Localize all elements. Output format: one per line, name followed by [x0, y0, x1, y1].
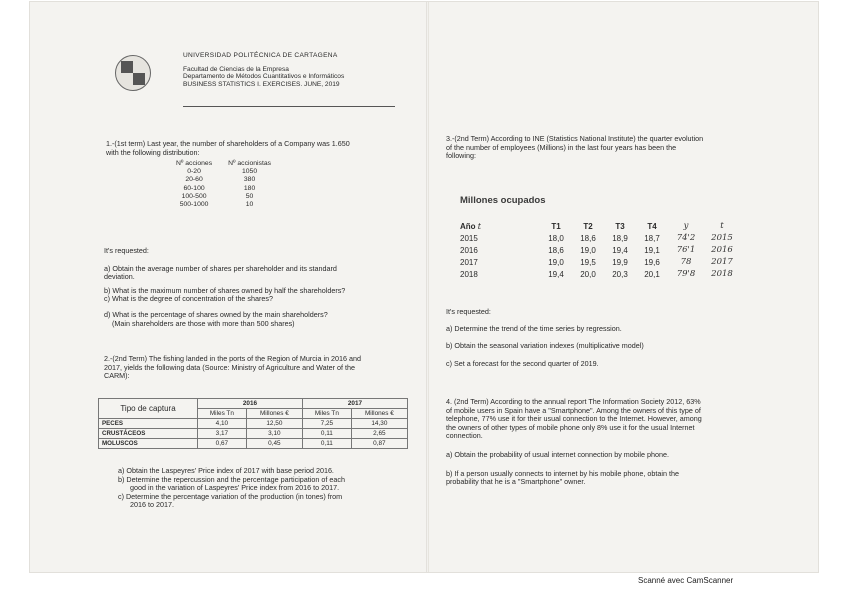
table-cell: 3,17 — [198, 429, 247, 439]
q2-part-c: 2016 to 2017. — [130, 500, 174, 510]
table-cell: 1050 — [242, 168, 258, 176]
table-cell: 19,1 — [644, 245, 660, 255]
handwritten-note: 79'8 — [676, 269, 696, 279]
row-label: CRUSTÁCEOS — [99, 429, 198, 439]
q1-part-a: a) Obtain the average number of shares per shareholder and its standard — [104, 263, 337, 273]
table-cell: 18,7 — [644, 233, 660, 243]
header-rule — [183, 106, 395, 107]
table-cell: 18,6 — [580, 233, 596, 243]
university-logo — [115, 55, 151, 91]
column-header: Miles Tn — [198, 409, 247, 419]
question-2-parts — [118, 467, 414, 510]
question-2 — [104, 355, 416, 381]
column-header: Miles Tn — [302, 409, 351, 419]
q4-part-b: b) If a person usually connects to internet by his mobile phone, obtain the — [446, 468, 679, 478]
question-3 — [446, 135, 766, 161]
table-cell: 0,45 — [246, 439, 302, 449]
employees-table — [460, 220, 740, 280]
q1-part-d-note: (Main shareholders are those with more than 500 shares) — [112, 318, 295, 328]
table-cell: 0,67 — [198, 439, 247, 449]
table-cell: 19,4 — [548, 269, 564, 279]
q2-intro: CARM): — [104, 371, 130, 381]
table-title: Millones ocupados — [460, 195, 546, 206]
table-cell: 7,25 — [302, 419, 351, 429]
table-cell: 180 — [243, 184, 256, 192]
column-header: Nº accionistas — [228, 160, 272, 167]
table-cell: 50 — [245, 192, 254, 200]
handwritten-mark: t — [720, 221, 724, 231]
q2-intro: 2017, yields the following data (Source: Ministry of Agriculture and Water of the — [104, 362, 356, 372]
column-header: T2 — [583, 221, 593, 231]
table-cell: 20,1 — [644, 269, 660, 279]
requested-label: It's requested: — [446, 307, 491, 316]
table-cell: 18,6 — [548, 245, 564, 255]
q3-intro: 3.-(2nd Term) According to INE (Statistics National Institute) the quarter evolution — [446, 134, 704, 143]
column-header: T1 — [551, 221, 561, 231]
q4-part-a: a) Obtain the probability of usual internet connection by mobile phone. — [446, 449, 669, 459]
q2-part-b: good in the variation of Laspeyres' Price index from 2016 to 2017. — [130, 483, 340, 493]
shares-distribution-table — [168, 160, 279, 209]
table-cell: 14,30 — [351, 419, 407, 429]
table-cell: 19,0 — [580, 245, 596, 255]
column-header: Nº acciones — [176, 160, 213, 167]
question-4 — [446, 398, 766, 487]
university-name: UNIVERSIDAD POLITÉCNICA DE CARTAGENA — [183, 52, 338, 59]
q4-text: of mobile users in Spain have a "Smartphone". Among the owners of this type of — [446, 405, 701, 415]
requested-label: It's requested: — [104, 246, 149, 255]
header-line: Departamento de Métodos Cuantitativos e Informáticos — [183, 73, 345, 81]
row-label: 2016 — [460, 245, 478, 255]
q3-intro: of the number of employees (Millions) in the last four years has been the — [446, 142, 677, 152]
table-cell: 60-100 — [183, 184, 205, 192]
handwritten-note: 2018 — [711, 269, 733, 279]
row-label: MOLUSCOS — [99, 439, 198, 449]
scanner-watermark: Scanné avec CamScanner — [638, 576, 734, 585]
q2-part-c: c) Determine the percentage variation of the production (in tones) from — [118, 491, 343, 501]
table-cell: 0,11 — [302, 429, 351, 439]
q4-text: connection. — [446, 431, 483, 441]
q1-part-b: b) What is the maximum number of shares owned by half the shareholders? — [104, 285, 346, 295]
q2-part-a: a) Obtain the Laspeyres' Price index of 2017 with base period 2016. — [118, 466, 334, 475]
table-cell: 19,5 — [580, 257, 596, 267]
table-cell: 100-500 — [181, 192, 207, 200]
q1-intro: with the following distribution: — [106, 147, 200, 157]
handwritten-note: 76'1 — [676, 245, 696, 255]
table-cell: 19,6 — [644, 257, 660, 267]
handwritten-note: 74'2 — [676, 233, 696, 243]
q3-intro: following: — [446, 151, 476, 161]
q4-text: the owners of other types of mobile phone only 8% use it for the usual Internet — [446, 422, 695, 432]
q1-intro: 1.-(1st term) Last year, the number of shareholders of a Company was 1.650 — [106, 139, 350, 148]
handwritten-note: 2016 — [711, 245, 733, 255]
year-header: 2016 — [198, 399, 303, 409]
table-cell: 10 — [245, 201, 254, 209]
table-cell: 20-60 — [185, 176, 203, 184]
q1-part-a: deviation. — [104, 272, 135, 282]
q1-part-c: c) What is the degree of concentration of the shares? — [104, 294, 274, 304]
column-header: Millones € — [246, 409, 302, 419]
row-label: 2015 — [460, 233, 478, 243]
q2-intro: 2.-(2nd Term) The fishing landed in the ports of the Region of Murcia in 2016 and — [104, 354, 362, 363]
question-1 — [106, 140, 406, 157]
year-header-label: Año — [460, 221, 476, 231]
handwritten-note: 2017 — [711, 257, 733, 267]
table-cell: 18,9 — [612, 233, 628, 243]
question-1-parts — [104, 247, 414, 328]
table-cell: 0,11 — [302, 439, 351, 449]
column-header — [460, 220, 540, 232]
row-label: PECES — [99, 419, 198, 429]
header-line: Facultad de Ciencias de la Empresa — [183, 65, 289, 73]
row-label: 2018 — [460, 269, 478, 279]
q3-part-b: b) Obtain the seasonal variation indexes (multiplicative model) — [446, 341, 644, 351]
column-header: T4 — [647, 221, 657, 231]
q4-text: telephone, 77% use it for their usual connection to the Internet. However, among — [446, 414, 702, 424]
table-cell: 20,0 — [580, 269, 596, 279]
fishing-table — [98, 398, 408, 449]
handwritten-note: 2015 — [711, 233, 733, 243]
q1-part-d: d) What is the percentage of shares owned by the main shareholders? — [104, 309, 328, 319]
table-cell: 19,0 — [548, 257, 564, 267]
table-cell: 0-20 — [187, 168, 201, 176]
document-header — [183, 52, 483, 88]
row-label: 2017 — [460, 257, 478, 267]
q2-part-b: b) Determine the repercussion and the percentage participation of each — [118, 474, 345, 484]
table-cell: 0,87 — [351, 439, 407, 449]
question-3-parts — [446, 308, 766, 368]
table-cell: 380 — [243, 176, 256, 184]
column-header: Millones € — [351, 409, 407, 419]
q4-part-b: probability that he is a "Smartphone" owner. — [446, 477, 586, 487]
q4-text: 4. (2nd Term) According to the annual report The Information Society 2012, 63% — [446, 397, 701, 406]
caption: Tipo de captura — [99, 399, 198, 419]
column-header: T3 — [615, 221, 625, 231]
q3-part-c: c) Set a forecast for the second quarter of 2019. — [446, 358, 599, 368]
q3-part-a: a) Determine the trend of the time series by regression. — [446, 323, 622, 333]
handwritten-note: 78 — [680, 257, 692, 267]
table-cell: 18,0 — [548, 233, 564, 243]
table-cell: 4,10 — [198, 419, 247, 429]
table-cell: 19,9 — [612, 257, 628, 267]
table-cell: 3,10 — [246, 429, 302, 439]
year-header: 2017 — [302, 399, 407, 409]
handwritten-mark: t — [477, 221, 482, 231]
table-cell: 20,3 — [612, 269, 628, 279]
table-cell: 12,50 — [246, 419, 302, 429]
table-cell: 2,65 — [351, 429, 407, 439]
table-cell: 500-1000 — [179, 201, 209, 209]
header-line: BUSINESS STATISTICS I. EXERCISES. JUNE, 2019 — [183, 80, 340, 88]
table-cell: 19,4 — [612, 245, 628, 255]
handwritten-mark: y — [683, 221, 689, 231]
